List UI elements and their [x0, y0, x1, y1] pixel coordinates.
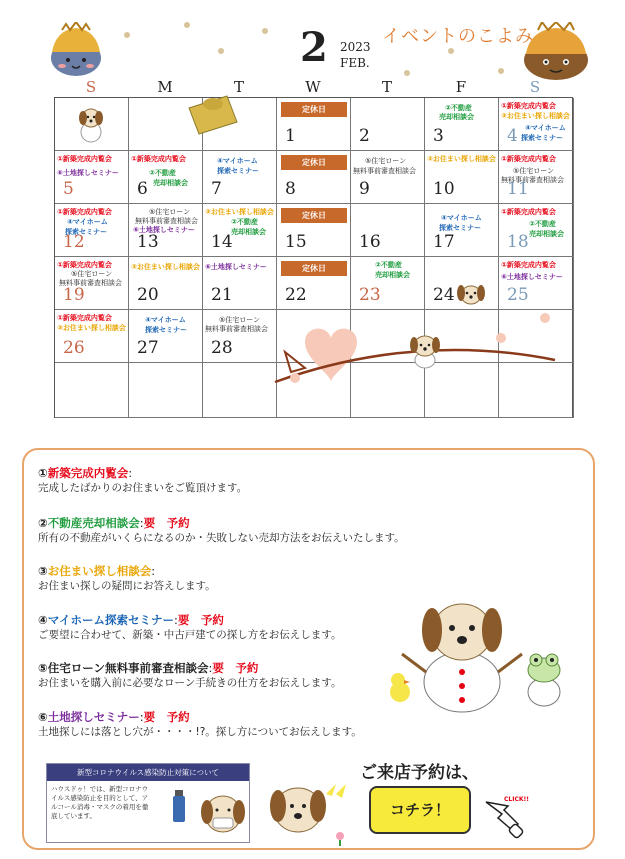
event-desc-3: [38, 564, 216, 594]
calendar-cell-empty: [203, 98, 277, 151]
desc-num: ③: [38, 564, 48, 578]
decorative-dot: [124, 32, 130, 38]
event-label: 探索セミナー: [145, 326, 187, 334]
calendar-cell-empty: [55, 98, 129, 151]
reservation-required: 要 予約: [212, 661, 259, 675]
event-desc-5: [38, 661, 341, 691]
desc-num: ②: [38, 516, 48, 530]
event-label: ⑤住宅ローン: [149, 208, 191, 216]
month-abbr: FEB.: [340, 56, 370, 70]
event-label: 売却相談会: [153, 179, 188, 187]
desc-body: お住まいを購入前に必要なローン手続きの仕方をお伝えします。: [38, 677, 342, 689]
calendar-day-7: [203, 151, 277, 204]
day-number: 8: [285, 179, 296, 199]
calendar-day-8: [277, 151, 351, 204]
event-label: 売却相談会: [375, 271, 410, 279]
covid-notice[interactable]: [46, 763, 250, 843]
day-number: 17: [433, 232, 455, 252]
event-label: ④マイホーム: [441, 214, 482, 222]
event-label: 売却相談会: [529, 230, 564, 238]
closed-day-badge: 定休日: [281, 208, 347, 223]
event-label: ⑥土地探しセミナー: [57, 169, 119, 177]
reservation-button[interactable]: コチラ！: [369, 786, 471, 834]
day-number: 14: [211, 232, 233, 252]
reservation-prompt: ご来店予約は、: [360, 763, 479, 783]
calendar-day-2: [351, 98, 425, 151]
event-label: ⑤住宅ローン: [71, 270, 113, 278]
decorative-dot: [262, 28, 268, 34]
event-label: ③お住まい探し相談会: [131, 263, 200, 271]
day-number: 21: [211, 285, 233, 305]
day-number: 27: [137, 338, 159, 358]
decorative-dot: [218, 48, 224, 54]
decorative-dot: [498, 68, 504, 74]
event-label: ③お住まい探し相談会: [57, 324, 126, 332]
event-desc-1: [38, 466, 247, 496]
day-number: 7: [211, 179, 222, 199]
calendar-day-19: [55, 257, 129, 310]
desc-suffix: :: [139, 710, 144, 724]
event-label: ③お住まい探し相談会: [427, 155, 496, 163]
calendar-day-18: [499, 204, 574, 257]
event-label: ①新築完成内覧会: [57, 208, 112, 216]
calendar-day-26: [55, 310, 129, 363]
day-number: 16: [359, 232, 381, 252]
event-label: ⑥土地探しセミナー: [205, 263, 267, 271]
event-label: 売却相談会: [231, 228, 266, 236]
event-calendar-title: イベントのこよみ: [382, 26, 534, 47]
event-label: 無料事前審査相談会: [501, 176, 564, 184]
calendar-day-9: [351, 151, 425, 204]
day-number: 20: [137, 285, 159, 305]
event-label: 無料事前審査相談会: [353, 167, 416, 175]
desc-title: マイホーム探索セミナー: [47, 613, 175, 627]
event-label: ④マイホーム: [67, 218, 108, 226]
dow-friday: F: [455, 78, 467, 96]
desc-body: 土地探しには落とし穴が・・・・!?。探し方についてお伝えします。: [38, 726, 362, 738]
event-label: ④マイホーム: [525, 124, 566, 132]
event-label: ①新築完成内覧会: [501, 208, 556, 216]
event-label: ②不動産: [529, 220, 556, 228]
day-number: 11: [507, 179, 529, 199]
calendar-day-15: [277, 204, 351, 257]
calendar-day-5: [55, 151, 129, 204]
event-label: 探索セミナー: [439, 224, 481, 232]
desc-num: ④: [38, 613, 48, 627]
dog-face-icon: [455, 281, 487, 307]
event-desc-2: [38, 516, 405, 546]
calendar-day-24: [425, 257, 499, 310]
closed-day-badge: 定休日: [281, 261, 347, 276]
calendar-day-27: [129, 310, 203, 363]
calendar-cell-empty: [55, 363, 129, 418]
day-number: 10: [433, 179, 455, 199]
calendar-day-16: [351, 204, 425, 257]
event-label: ③お住まい探し相談会: [205, 208, 274, 216]
event-label: ②不動産: [445, 104, 472, 112]
event-label: ④マイホーム: [217, 157, 258, 165]
event-label: ⑤住宅ローン: [513, 167, 555, 175]
event-label: 無料事前審査相談会: [135, 217, 198, 225]
calendar-day-13: [129, 204, 203, 257]
event-label: ①新築完成内覧会: [57, 155, 112, 163]
event-label: ⑥土地探しセミナー: [501, 273, 563, 281]
event-label: ②不動産: [149, 169, 176, 177]
chestnut-mascot-icon: [46, 22, 106, 78]
day-number: 15: [285, 232, 307, 252]
calendar-grid: [54, 97, 573, 418]
calendar-day-11: [499, 151, 574, 204]
desc-body: 所有の不動産がいくらになるのか・失敗しない売却方法をお伝えいたします。: [38, 532, 405, 544]
desc-title: 土地探しセミナー: [47, 710, 140, 724]
dog-butterfly-icon: [266, 770, 356, 846]
reservation-required: 要 予約: [177, 613, 224, 627]
dow-sunday: S: [85, 78, 97, 96]
event-label: 無料事前審査相談会: [59, 279, 122, 287]
event-label: ①新築完成内覧会: [501, 155, 556, 163]
day-number: 12: [63, 232, 85, 252]
event-desc-4: [38, 613, 341, 643]
calendar-day-4: [499, 98, 574, 151]
dow-wednesday: W: [305, 78, 321, 96]
dog-snowman-illustration-icon: [380, 596, 580, 716]
covid-notice-title: 新型コロナウイルス感染防止対策について: [47, 764, 249, 781]
event-label: 探索セミナー: [217, 167, 259, 175]
desc-title: 住宅ローン無料事前審査相談会: [47, 661, 209, 675]
day-number: 25: [507, 285, 529, 305]
calendar-day-17: [425, 204, 499, 257]
desc-num: ⑥: [38, 710, 48, 724]
day-number: 6: [137, 179, 148, 199]
reservation-required: 要 予約: [143, 710, 190, 724]
day-number: 13: [137, 232, 159, 252]
event-label: ①新築完成内覧会: [57, 261, 112, 269]
day-number: 24: [433, 285, 455, 305]
event-label: ②不動産: [375, 261, 402, 269]
event-label: ①新築完成内覧会: [57, 314, 112, 322]
day-number: 19: [63, 285, 85, 305]
desc-body: 完成したばかりのお住まいをご覧頂けます。: [38, 482, 248, 494]
day-number: 28: [211, 338, 233, 358]
calendar-day-23: [351, 257, 425, 310]
day-number: 26: [63, 338, 85, 358]
decorative-dot: [404, 70, 410, 76]
calendar-day-20: [129, 257, 203, 310]
event-label: ④マイホーム: [145, 316, 186, 324]
calendar-day-3: [425, 98, 499, 151]
calendar-day-25: [499, 257, 574, 310]
decorative-dot: [448, 48, 454, 54]
dog-character-icon: [405, 330, 445, 370]
month-number: 2: [300, 24, 328, 71]
desc-suffix: :: [151, 564, 156, 578]
dow-tuesday: T: [233, 78, 244, 96]
day-number: 2: [359, 126, 370, 146]
event-label: ②不動産: [231, 218, 258, 226]
day-number: 3: [433, 126, 444, 146]
click-label: CLICK!!: [504, 796, 529, 803]
event-label: ①新築完成内覧会: [501, 261, 556, 269]
reservation-required: 要 予約: [143, 516, 190, 530]
event-label: 探索セミナー: [65, 228, 107, 236]
calendar-day-14: [203, 204, 277, 257]
day-number: 5: [63, 179, 74, 199]
dow-saturday: S: [529, 78, 541, 96]
event-label: 探索セミナー: [521, 134, 563, 142]
calendar-day-21: [203, 257, 277, 310]
event-label: ①新築完成内覧会: [131, 155, 186, 163]
dog-snowman-icon: [71, 104, 111, 144]
calendar-day-1: [277, 98, 351, 151]
calendar-cell-empty: [129, 363, 203, 418]
event-label: ⑥土地探しセミナー: [133, 226, 195, 234]
decorative-dot: [184, 22, 190, 28]
gift-box-icon: [183, 94, 243, 138]
event-label: 売却相談会: [439, 113, 474, 121]
calendar-day-6: [129, 151, 203, 204]
calendar-day-10: [425, 151, 499, 204]
sanitizer-dog-icon: [163, 786, 247, 840]
year-label: 2023: [340, 40, 371, 54]
closed-day-badge: 定休日: [281, 102, 347, 117]
desc-suffix: :: [208, 661, 213, 675]
day-number: 23: [359, 285, 381, 305]
event-label: ⑤住宅ローン: [219, 316, 261, 324]
desc-title: 新築完成内覧会: [47, 466, 129, 480]
desc-num: ⑤: [38, 661, 48, 675]
event-label: ③お住まい探し相談会: [501, 112, 570, 120]
event-label: ⑤住宅ローン: [365, 157, 407, 165]
desc-body: ご要望に合わせて、新築・中古戸建ての探し方をお伝えします。: [38, 629, 342, 641]
desc-suffix: :: [139, 516, 144, 530]
desc-suffix: :: [174, 613, 178, 627]
day-number: 9: [359, 179, 370, 199]
event-desc-6: [38, 710, 362, 740]
calendar-day-22: [277, 257, 351, 310]
calendar-day-12: [55, 204, 129, 257]
closed-day-badge: 定休日: [281, 155, 347, 170]
dow-thursday: T: [381, 78, 392, 96]
day-number: 22: [285, 285, 307, 305]
covid-notice-body: ハウスドゥ！では、新型コロナウイルス感染防止を目的として、アルコール消毒・マスクの着用を徹底しています。: [51, 785, 149, 820]
dow-monday: M: [157, 78, 173, 96]
event-label: ①新築完成内覧会: [501, 102, 556, 110]
desc-num: ①: [38, 466, 48, 480]
desc-body: お住まい探しの疑問にお答えします。: [38, 580, 216, 592]
desc-title: 不動産売却相談会: [47, 516, 140, 530]
event-label: 無料事前審査相談会: [205, 325, 268, 333]
day-number: 4: [507, 126, 518, 146]
desc-title: お住まい探し相談会: [47, 564, 152, 578]
desc-suffix: :: [128, 466, 133, 480]
day-number: 18: [507, 232, 529, 252]
day-number: 1: [285, 126, 296, 146]
